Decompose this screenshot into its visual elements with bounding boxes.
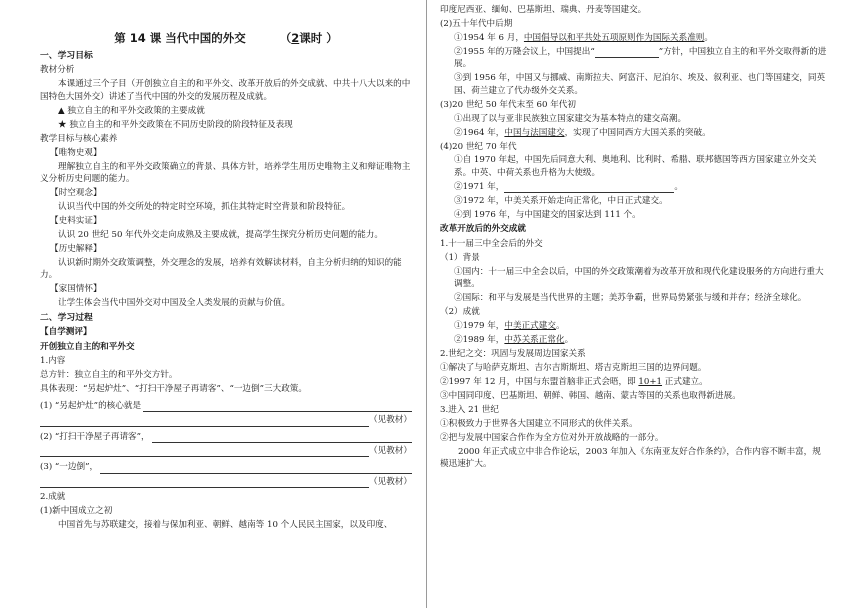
century-item-2: ②把与发展中国家合作作为全方位对外开放战略的一部分。 xyxy=(440,432,664,443)
reform-sub-3: 3.进入 21 世纪 xyxy=(440,404,499,415)
question-1-end xyxy=(40,414,412,426)
answer-blank-3[interactable] xyxy=(100,463,412,474)
question-1-label: (1) “另起炉灶”的核心就是 xyxy=(40,400,142,411)
fifties-item-3: ③到 1956 年，中国又与挪威、南斯拉夫、阿富汗、尼泊尔、埃及、叙利亚、也门等国建交，同英国、荷兰建立了代办级外交关系。 xyxy=(454,73,826,96)
column-divider xyxy=(426,0,427,608)
self-test-heading: 【自学测评】 xyxy=(40,327,92,338)
difficult-point: ★ 独立自主的和平外交政策在不同历史阶段的阶段特征及表现 xyxy=(58,119,293,130)
tag-interpretation: 【历史解释】 xyxy=(50,243,102,254)
question-1 xyxy=(40,400,412,412)
question-2-label: (2) “打扫干净屋子再请客”， xyxy=(40,431,150,442)
century-item-1: ①积极致力于世界各大国建立不同形式的伙伴关系。 xyxy=(440,418,638,429)
background-international: ②国际：和平与发展是当代世界的主题；美苏争霸，世界局势紧张与缓和并存；经济全球化。 xyxy=(454,293,807,304)
results-heading: （2）成就 xyxy=(440,306,480,317)
bandung-blank[interactable] xyxy=(595,47,659,58)
question-2-end xyxy=(40,445,412,457)
sixties-heading: (3)20 世纪 50 年代末至 60 年代初 xyxy=(440,99,576,110)
lesson-title: 第 14 课 当代中国的外交 xyxy=(114,31,246,45)
early-prc-heading: (1)新中国成立之初 xyxy=(40,506,113,517)
period-open: （ xyxy=(279,31,292,45)
background-heading: （1）背景 xyxy=(440,252,480,263)
question-2 xyxy=(40,431,412,443)
question-3-end xyxy=(40,476,412,488)
neighbor-item-2: ②1997 年 12 月，中国与东盟首脑非正式会晤，即 10+1 正式建立。 xyxy=(440,376,708,387)
tag-interpretation-text: 认识新时期外交政策调整，外交理念的发展，培养有效解读材料，自主分析归纳的知识的能力。 xyxy=(40,257,402,281)
reform-sub-1: 1.十一届三中全会后的外交 xyxy=(440,238,543,249)
five-principles-underline: 中国倡导以和平共处五项原则作为国际关系准则 xyxy=(523,32,705,43)
sino-soviet-underline: 中苏关系正常化 xyxy=(504,334,565,345)
period-number: 2 xyxy=(291,31,300,45)
reform-heading: 改革开放后的外交成就 xyxy=(440,224,526,235)
sino-us-underline: 中美正式建交 xyxy=(504,320,556,331)
answer-blank-1[interactable] xyxy=(143,401,412,412)
answer-blank-2b[interactable] xyxy=(40,446,369,457)
tag-materialism: 【唯物史观】 xyxy=(50,147,102,158)
seventies-heading: (4)20 世纪 70 年代 xyxy=(440,141,517,152)
tag-spacetime: 【时空观念】 xyxy=(50,188,102,198)
result-1979: ①1979 年，中美正式建交。 xyxy=(454,320,565,331)
un-seat-blank[interactable] xyxy=(504,182,674,193)
tag-evidence-text: 认识 20 世纪 50 年代外交走向成熟及主要成就，提高学生探究分析历史问题的能力。 xyxy=(58,229,383,240)
fifties-heading: (2)五十年代中后期 xyxy=(440,18,513,29)
sixties-item-2: ②1964 年，中国与法国建交，实现了中国同西方大国关系的突破。 xyxy=(454,127,711,138)
early-prc-continued: 印度尼西亚、缅甸、巴基斯坦、瑞典、丹麦等国建交。 xyxy=(440,5,647,15)
general-policy: 总方针：独立自主的和平外交方针。 xyxy=(40,370,178,381)
century-item-3: 2000 年正式成立中非合作论坛，2003 年加入《东南亚友好合作条约》，合作内容不断丰富，规模迅速扩大。 xyxy=(440,446,821,469)
seventies-item-3: ③1972 年，中美关系开始走向正常化，中日正式建交。 xyxy=(454,195,668,206)
answer-blank-2[interactable] xyxy=(152,432,412,443)
tag-patriotism: 【家国情怀】 xyxy=(50,284,102,295)
page-title xyxy=(40,30,412,47)
content-heading: 1.内容 xyxy=(40,356,66,367)
achievements-heading: 2.成就 xyxy=(40,492,66,503)
topic-heading: 开创独立自主的和平外交 xyxy=(40,341,135,352)
tag-patriotism-text: 让学生体会当代中国外交对中国及全人类发展的贡献与价值。 xyxy=(58,298,291,309)
period-close: 课时 ） xyxy=(299,31,338,45)
question-3 xyxy=(40,461,412,473)
early-prc-text: 中国首先与苏联建交，接着与保加利亚、朝鲜、越南等 10 个人民民主国家，以及印度、 xyxy=(58,520,393,531)
analysis-paragraph: 本课通过三个子目（开创独立自主的和平外交、改革开放后的外交成就、中共十八大以来的中国特色大国外交）讲述了当代中国的外交的发展历程及成就。 xyxy=(40,79,411,102)
right-column xyxy=(440,0,828,608)
key-point: ▲ 独立自主的和平外交政策的主要成就 xyxy=(58,105,205,116)
neighbor-item-1: ①解决了与哈萨克斯坦、吉尔吉斯斯坦、塔吉克斯坦三国的边界问题。 xyxy=(440,362,707,373)
question-3-label: (3) “一边倒”， xyxy=(40,462,99,473)
see-book-3: （见教材） xyxy=(369,476,412,487)
sixties-item-1: ①出现了以与亚非民族独立国家建交为基本特点的建交高潮。 xyxy=(454,113,687,124)
seventies-item-4: ④到 1976 年，与中国建交的国家达到 111 个。 xyxy=(454,209,641,220)
left-column xyxy=(40,0,412,608)
see-book-1: （见教材） xyxy=(369,415,412,426)
background-domestic: ①国内：十一届三中全会以后，中国的外交政策潮着为改革开放和现代化建设服务的方向进行重大调整。 xyxy=(454,266,824,290)
answer-blank-1b[interactable] xyxy=(40,416,369,427)
section-heading-process: 二、学习过程 xyxy=(40,312,93,323)
sub-heading-analysis: 教材分析 xyxy=(40,65,75,76)
asean-underline: 10+1 xyxy=(638,376,663,387)
china-france-underline: 中国与法国建交 xyxy=(504,127,565,138)
reform-sub-2: 2.世纪之交：巩固与发展周边国家关系 xyxy=(440,348,586,359)
tag-spacetime-text: 认识当代中国的外交所处的特定时空环境，抓住其特定时空背景和阶段特征。 xyxy=(58,201,351,212)
see-book-2: （见教材） xyxy=(369,445,412,456)
fifties-item-1: ①1954 年 6 月，中国倡导以和平共处五项原则作为国际关系准则。 xyxy=(454,32,714,43)
sub-heading-goals: 教学目标与核心素养 xyxy=(40,133,118,144)
fifties-item-2: ②1955 年的万隆会议上，中国提出“ ”方针，中国独立自主的和平外交取得新的进展。 xyxy=(454,46,827,70)
section-heading-goals: 一、学习目标 xyxy=(40,50,93,61)
answer-blank-3b[interactable] xyxy=(40,477,369,488)
result-1989: ②1989 年，中苏关系正常化。 xyxy=(454,334,574,345)
seventies-item-2: ②1971 年， 。 xyxy=(454,181,683,192)
tag-evidence: 【史料实证】 xyxy=(50,215,102,226)
seventies-item-1: ①自 1970 年起，中国先后同意大利、奥地利、比利时、希腊、联邦德国等西方国家建立外交关系。中英、中荷关系也升格为大使级。 xyxy=(454,155,817,178)
three-policies: 具体表现：“另起炉灶”、“打扫干净屋子再请客”、“一边倒”三大政策。 xyxy=(40,384,307,395)
tag-materialism-text: 理解独立自主的和平外交政策确立的背景、具体方针，培养学生用历史唯物主义和辩证唯物主义分析历史问题的能力。 xyxy=(40,161,411,185)
neighbor-item-3: ③中国同印度、巴基斯坦、朝鲜、韩国、越南、蒙古等国的关系也取得新进展。 xyxy=(440,390,741,401)
